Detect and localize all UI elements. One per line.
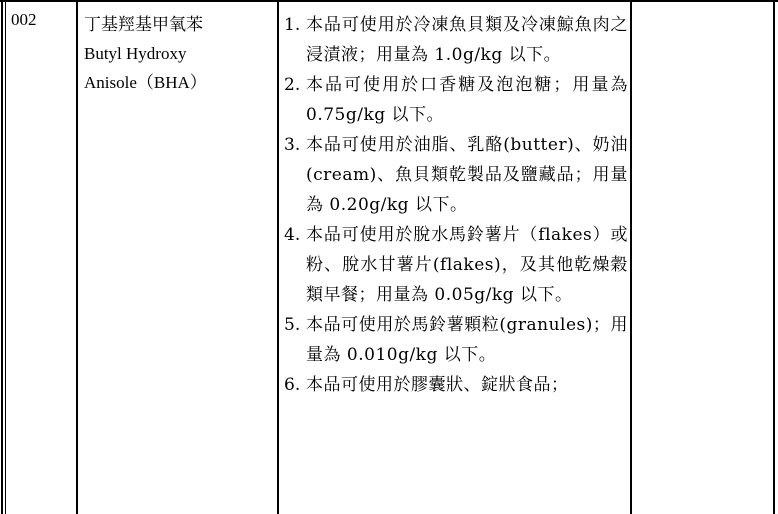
usage-rule xyxy=(284,220,628,310)
column-border-left xyxy=(1,0,3,514)
usage-rule xyxy=(284,70,628,130)
usage-rule-text: 本品可使用於油脂、乳酪(butter)、奶油(cream)、魚貝類乾製品及鹽藏品；用量為 0.20g/kg 以下。 xyxy=(306,135,628,215)
usage-rule xyxy=(284,10,628,70)
usage-rule-text: 本品可使用於馬鈴薯顆粒(granules)；用量為 0.010g/kg 以下。 xyxy=(306,315,628,365)
usage-rule xyxy=(284,370,628,400)
table-top-border xyxy=(0,0,778,2)
column-border-rules xyxy=(630,0,632,514)
additive-name-en-2: Anisole（BHA） xyxy=(84,73,207,92)
additive-name-en-1: Butyl Hydroxy xyxy=(84,44,187,63)
usage-rule-number: 6. xyxy=(284,375,301,395)
usage-rule-number: 3. xyxy=(284,135,301,155)
usage-rule-number: 5. xyxy=(284,315,301,335)
usage-rule-number: 2. xyxy=(284,75,301,95)
usage-rule-text: 本品可使用於口香糖及泡泡糖；用量為 0.75g/kg 以下。 xyxy=(306,75,628,125)
usage-rule-number: 1. xyxy=(284,15,301,35)
usage-rule xyxy=(284,310,628,370)
column-border-code xyxy=(76,0,78,514)
additive-name-zh: 丁基羥基甲氧苯 xyxy=(84,15,203,34)
column-border-name xyxy=(277,0,279,514)
usage-rule-text: 本品可使用於冷凍魚貝類及冷凍鯨魚肉之浸漬液；用量為 1.0g/kg 以下。 xyxy=(306,15,628,65)
usage-rule-text: 本品可使用於膠囊狀、錠狀食品； xyxy=(306,375,569,395)
usage-rule-number: 4. xyxy=(284,225,301,245)
column-border-left-inner xyxy=(5,0,6,514)
column-border-right xyxy=(773,0,775,514)
usage-rule-text: 本品可使用於脫水馬鈴薯片（flakes）或粉、脫水甘薯片(flakes)，及其他乾燥穀類早餐；用量為 0.05g/kg 以下。 xyxy=(306,225,628,305)
additive-code: 002 xyxy=(11,10,37,29)
usage-rule xyxy=(284,130,628,220)
usage-rules xyxy=(284,10,628,400)
additive-name xyxy=(84,10,207,97)
